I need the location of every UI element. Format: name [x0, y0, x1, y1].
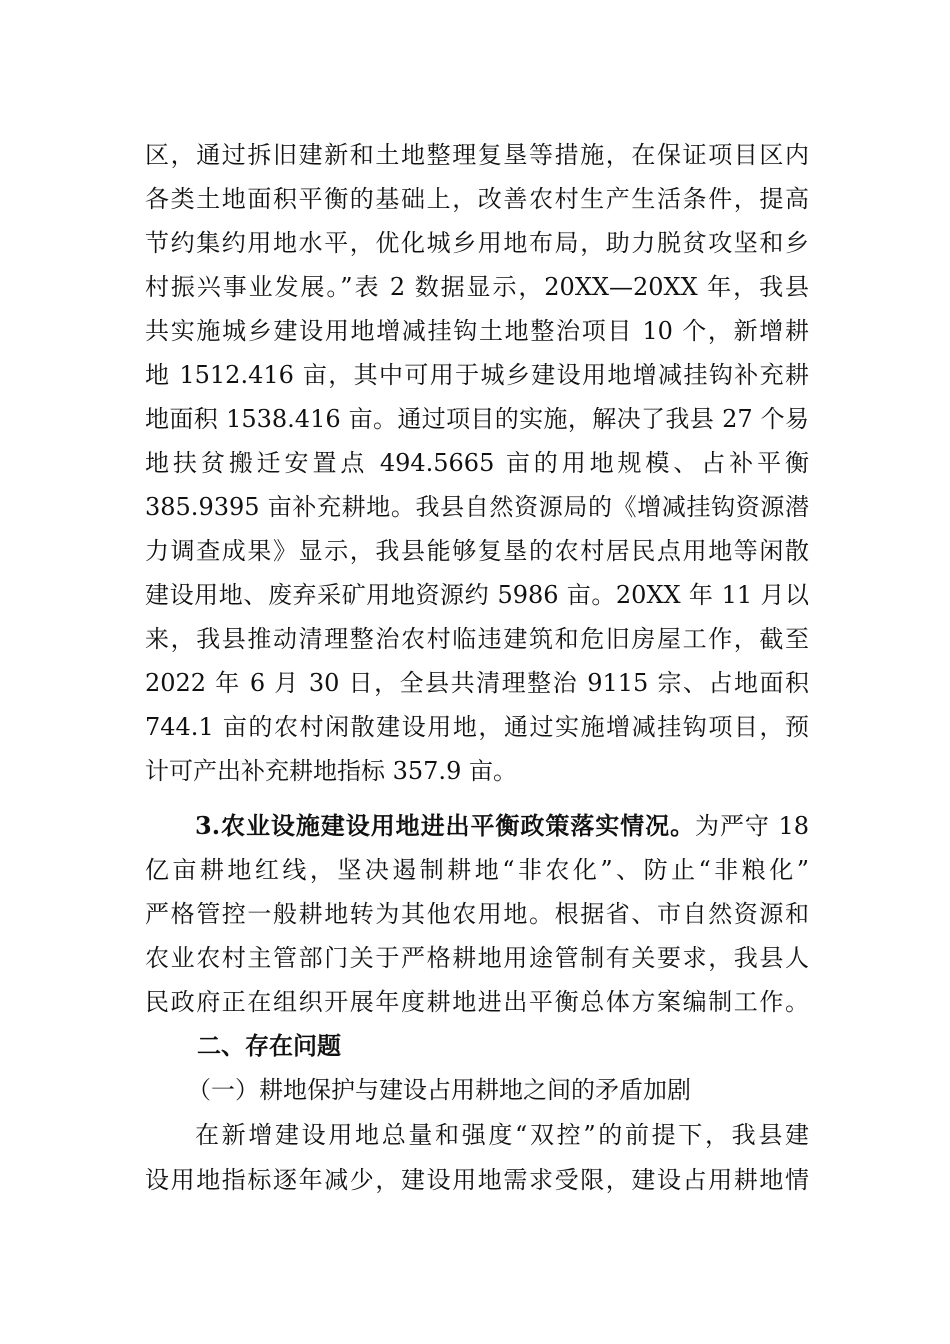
text-line: 地扶贫搬迁安置点 494.5665 亩的用地规模、占补平衡 [145, 449, 809, 477]
paragraph-agricultural-facilities [145, 804, 809, 1024]
text-line: 区，通过拆旧建新和土地整理复垦等措施，在保证项目区内 [145, 141, 809, 169]
subsection-heading: （一）耕地保护与建设占用耕地之间的矛盾加剧 [187, 1076, 691, 1104]
text-line: 村振兴事业发展。”表 2 数据显示，20XX—20XX 年，我县 [145, 273, 809, 301]
bold-heading: 3.农业设施建设用地进出平衡政策落实情况。 [195, 811, 696, 840]
paragraph-increase-decrease-linkage [145, 133, 809, 793]
paragraph-heading-line [145, 804, 809, 848]
text-line: 385.9395 亩补充耕地。我县自然资源局的《增减挂钩资源潜 [145, 493, 809, 521]
text-line: 744.1 亩的农村闲散建设用地，通过实施增减挂钩项目，预 [145, 713, 809, 741]
document-page [145, 133, 809, 1202]
text-line: 共实施城乡建设用地增减挂钩土地整治项目 10 个，新增耕 [145, 317, 809, 345]
text-line: 各类土地面积平衡的基础上，改善农村生产生活条件，提高 [145, 185, 809, 213]
text-line: 在新增建设用地总量和强度“双控”的前提下，我县建 [195, 1121, 809, 1149]
text-run: 为严守 18 [695, 812, 809, 840]
text-line: 建设用地、废弃采矿用地资源约 5986 亩。20XX 年 11 月以 [145, 581, 809, 609]
text-line: 2022 年 6 月 30 日，全县共清理整治 9115 宗、占地面积 [145, 669, 809, 697]
text-line: 计可产出补充耕地指标 357.9 亩。 [145, 757, 517, 785]
section-heading: 二、存在问题 [197, 1031, 341, 1060]
text-line: 民政府正在组织开展年度耕地进出平衡总体方案编制工作。 [145, 988, 809, 1016]
text-line: 地 1512.416 亩，其中可用于城乡建设用地增减挂钩补充耕 [145, 361, 809, 389]
text-line: 力调查成果》显示，我县能够复垦的农村居民点用地等闲散 [145, 537, 809, 565]
paragraph-conflict [145, 1112, 809, 1202]
text-line: 严格管控一般耕地转为其他农用地。根据省、市自然资源和 [145, 900, 809, 928]
text-line: 设用地指标逐年减少，建设用地需求受限，建设占用耕地情 [145, 1166, 809, 1194]
text-line: 节约集约用地水平，优化城乡用地布局，助力脱贫攻坚和乡 [145, 229, 809, 257]
text-line: 地面积 1538.416 亩。通过项目的实施，解决了我县 27 个易 [145, 405, 809, 433]
text-line: 农业农村主管部门关于严格耕地用途管制有关要求，我县人 [145, 944, 809, 972]
text-line: 亿亩耕地红线，坚决遏制耕地“非农化”、防止“非粮化” [145, 856, 809, 884]
text-line: 来，我县推动清理整治农村临违建筑和危旧房屋工作，截至 [145, 625, 809, 653]
